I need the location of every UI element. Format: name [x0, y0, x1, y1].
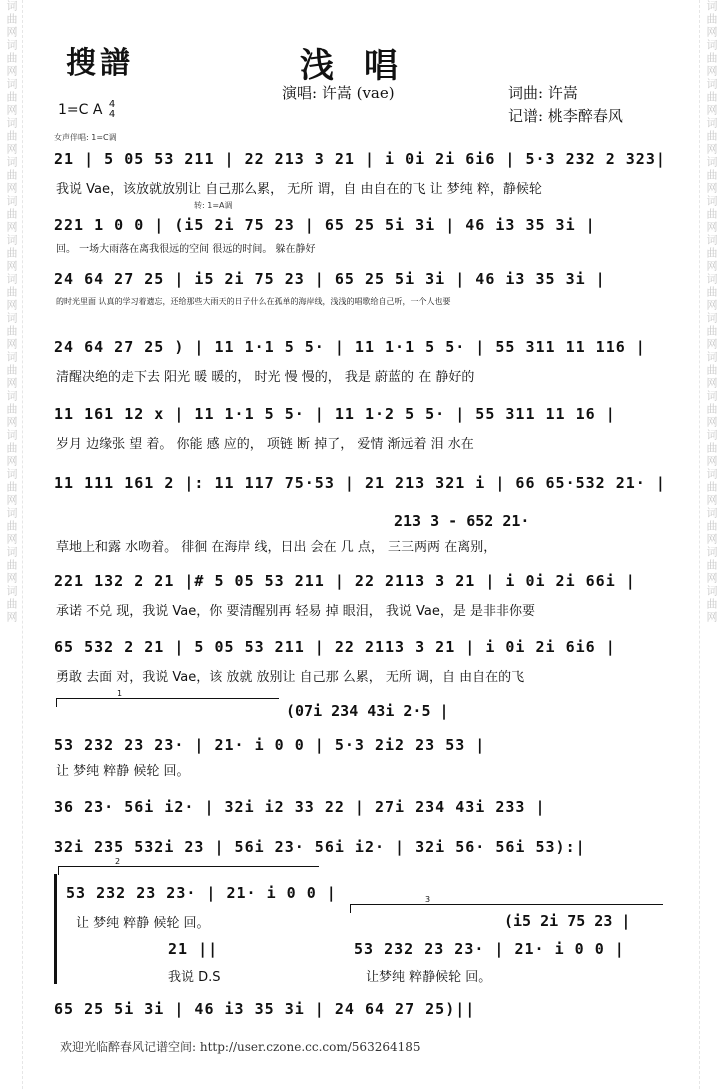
row-6-notes: 11 111 161 2 |: 11 117 75·53 | 21 213 321 i | 66 65·532 21· |	[54, 474, 666, 492]
row-2-notes: 221 1 0 0 | (i5 2i 75 23 | 65 25 5i 3i | 46 i3 35 3i |	[54, 216, 596, 234]
row-11-notes: 32i 235 532i 23 | 56i 23· 56i i2· | 32i 56· 56i 53):|	[54, 838, 586, 856]
volta-bracket-1	[56, 689, 279, 707]
row-6-lyrics: 草地上和露 水吻着。 徘徊 在海岸 线，日出 会在 几 点， 三三两两 在离别，	[56, 540, 497, 555]
volta-1-label: 1	[117, 689, 123, 698]
song-title: 浅唱	[300, 46, 428, 86]
key-text: 1=C A	[58, 102, 103, 118]
row-14-notes: 65 25 5i 3i | 46 i3 35 3i | 24 64 27 25)||	[54, 1000, 476, 1018]
row-12-lyrics: 让 梦纯 粹静 候轮 回。	[76, 916, 210, 931]
transcriber-credit: 记谱: 桃李醉春风	[508, 107, 623, 125]
row-1-annotation: 女声伴唱: 1=C调	[54, 133, 117, 142]
row-4-notes: 24 64 27 25 ) | 11 1·1 5 5· | 11 1·1 5 5· | 55 311 11 116 |	[54, 338, 646, 356]
score-header	[0, 0, 722, 130]
time-bottom: 4	[108, 109, 116, 120]
row-13-left-lyrics: 我说 D.S	[168, 970, 221, 985]
footer-note: 欢迎光临醉春风记谱空间: http://user.czone.cc.com/563264185	[60, 1040, 421, 1054]
key-signature	[58, 100, 115, 120]
row-13-lyrics: 让梦纯 粹静候轮 回。	[366, 970, 492, 985]
row-2-lyrics: 回。 一场大雨落在离我很远的空间 很远的时间。 躲在静好	[56, 244, 316, 255]
row-8-lyrics: 勇敢 去面 对，我说 Vae，该 放就 放别让 自己那 么累， 无所 调，自 由自在的飞	[56, 670, 525, 685]
row-3-notes: 24 64 27 25 | i5 2i 75 23 | 65 25 5i 3i | 46 i3 35 3i |	[54, 270, 606, 288]
row-9-lyrics: 让 梦纯 粹静 候轮 回。	[56, 764, 190, 779]
row-13-left-notes: 21 ||	[168, 940, 219, 958]
left-watermark: 词曲网词曲网词曲网词曲网词曲网词曲网词曲网词曲网词曲网词曲网词曲网词曲网词曲网词曲网词曲网词曲网	[0, 0, 23, 1089]
row-7-lyrics: 承诺 不兑 现，我说 Vae，你 要清醒别再 轻易 掉 眼泪， 我说 Vae，是 是非非你要	[56, 604, 536, 619]
row-12-notes: 53 232 23 23· | 21· i 0 0 |	[66, 884, 337, 902]
row-8-notes: 65 532 2 21 | 5 05 53 211 | 22 2113 3 21 | i 0i 2i 6i6 |	[54, 638, 616, 656]
row-9-notes: 53 232 23 23· | 21· i 0 0 | 5·3 2i2 23 53 |	[54, 736, 486, 754]
row-5-lyrics: 岁月 边缘张 望 着。 你能 感 应的， 项链 断 掉了， 爱情 渐远着 泪 水在	[56, 437, 474, 452]
system-bracket	[54, 874, 61, 984]
row-5-notes: 11 161 12 x | 11 1·1 5 5· | 11 1·2 5 5· | 55 311 11 16 |	[54, 405, 616, 423]
row-2-annotation: 转: 1=A调	[194, 201, 233, 210]
volta-3-label: 3	[425, 895, 431, 904]
time-signature	[109, 100, 115, 120]
site-logo	[66, 38, 134, 82]
volta-2-label: 2	[115, 857, 121, 866]
time-top: 4	[108, 99, 116, 110]
row-6-sub-notes: 213 3 - 652 21·	[394, 512, 530, 530]
row-10-notes: 36 23· 56i i2· | 32i i2 33 22 | 27i 234 43i 233 |	[54, 798, 546, 816]
row-1-notes: 21 | 5 05 53 211 | 22 213 3 21 | i 0i 2i 6i6 | 5·3 232 2 323|	[54, 150, 666, 168]
row-7-notes: 221 132 2 21 |# 5 05 53 211 | 22 2113 3 21 | i 0i 2i 66i |	[54, 572, 636, 590]
lyricist-credit: 词曲: 许嵩	[508, 84, 578, 102]
row-4-lyrics: 清醒决绝的走下去 阳光 暖 暖的， 时光 慢 慢的， 我是 蔚蓝的 在 静好的	[56, 370, 475, 385]
singer-credit: 演唱: 许嵩 (vae)	[282, 84, 395, 102]
volta-bracket-2	[58, 857, 319, 875]
right-watermark: 词曲网词曲网词曲网词曲网词曲网词曲网词曲网词曲网词曲网词曲网词曲网词曲网词曲网词曲网词曲网词曲网	[699, 0, 722, 1089]
row-3-lyrics: 的时光里面 认真的学习着遗忘，还给那些大雨天的日子什么在孤单的海岸线，浅浅的唱歌给自己听，一个人也要	[56, 297, 451, 306]
row-12-right-notes: (i5 2i 75 23 |	[504, 912, 631, 930]
logo-text: 搜譜	[66, 46, 134, 81]
row-9-intro-notes: (07i 234 43i 2·5 |	[286, 702, 449, 720]
row-1-lyrics: 我说 Vae，该放就放别让 自己那么累， 无所 谓，自 由自在的飞 让 梦纯 粹，静候轮	[56, 182, 542, 197]
row-13-notes: 53 232 23 23· | 21· i 0 0 |	[354, 940, 625, 958]
